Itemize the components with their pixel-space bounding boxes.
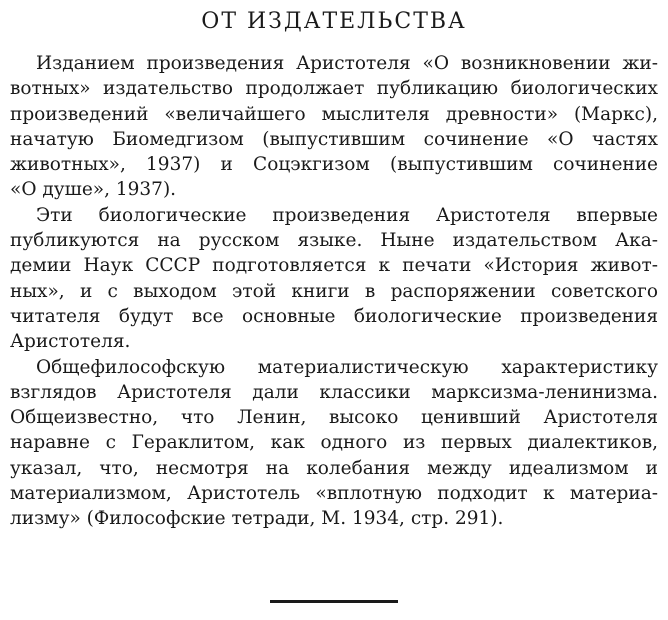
- closing-rule: [270, 600, 398, 603]
- body-text: [10, 51, 658, 532]
- text-line: Общеизвестно, что Ленин, высоко ценивший Аристотеля: [10, 407, 658, 429]
- paragraph-3: [10, 355, 658, 532]
- text-line: ных», и с выходом этой книги в распоряжении советского: [10, 280, 658, 302]
- text-line: взглядов Аристотеля дали классики марксизма-ленинизма.: [10, 381, 658, 403]
- text-line: начатую Биомедгизом (выпустившим сочинение «О частях: [10, 128, 658, 150]
- text-line: Эти биологические произведения Аристотеля впервые: [36, 204, 658, 226]
- paragraph-1: [10, 51, 658, 203]
- text-line: животных», 1937) и Соцэкгизом (выпустившим сочинение: [10, 154, 658, 176]
- page-title: ОТ ИЗДАТЕЛЬСТВА: [201, 9, 467, 34]
- text-line: лизму» (Философские тетради, М. 1934, стр. 291).: [10, 508, 504, 530]
- text-line: читателя будут все основные биологические произведения: [10, 305, 658, 327]
- text-line: произведений «величайшего мыслителя древности» (Маркс),: [10, 103, 658, 125]
- paragraph-2: [10, 203, 658, 355]
- text-line: публикуются на русском языке. Ныне издательством Ака-: [10, 230, 658, 252]
- text-line: материализмом, Аристотель «вплотную подходит к материа-: [10, 483, 658, 505]
- text-line: наравне с Гераклитом, как одного из первых диалектиков,: [10, 432, 658, 454]
- text-line: Аристотеля.: [10, 331, 131, 353]
- text-line: вотных» издательство продолжает публикацию биологических: [10, 78, 658, 100]
- text-line: Общефилософскую материалистическую характеристику: [36, 356, 658, 378]
- text-line: демии Наук СССР подготовляется к печати «История живот-: [10, 255, 658, 277]
- text-line: Изданием произведения Аристотеля «О возникновении жи-: [36, 53, 658, 74]
- text-line: указал, что, несмотря на колебания между идеализмом и: [10, 457, 658, 479]
- text-line: «О душе», 1937).: [10, 179, 177, 201]
